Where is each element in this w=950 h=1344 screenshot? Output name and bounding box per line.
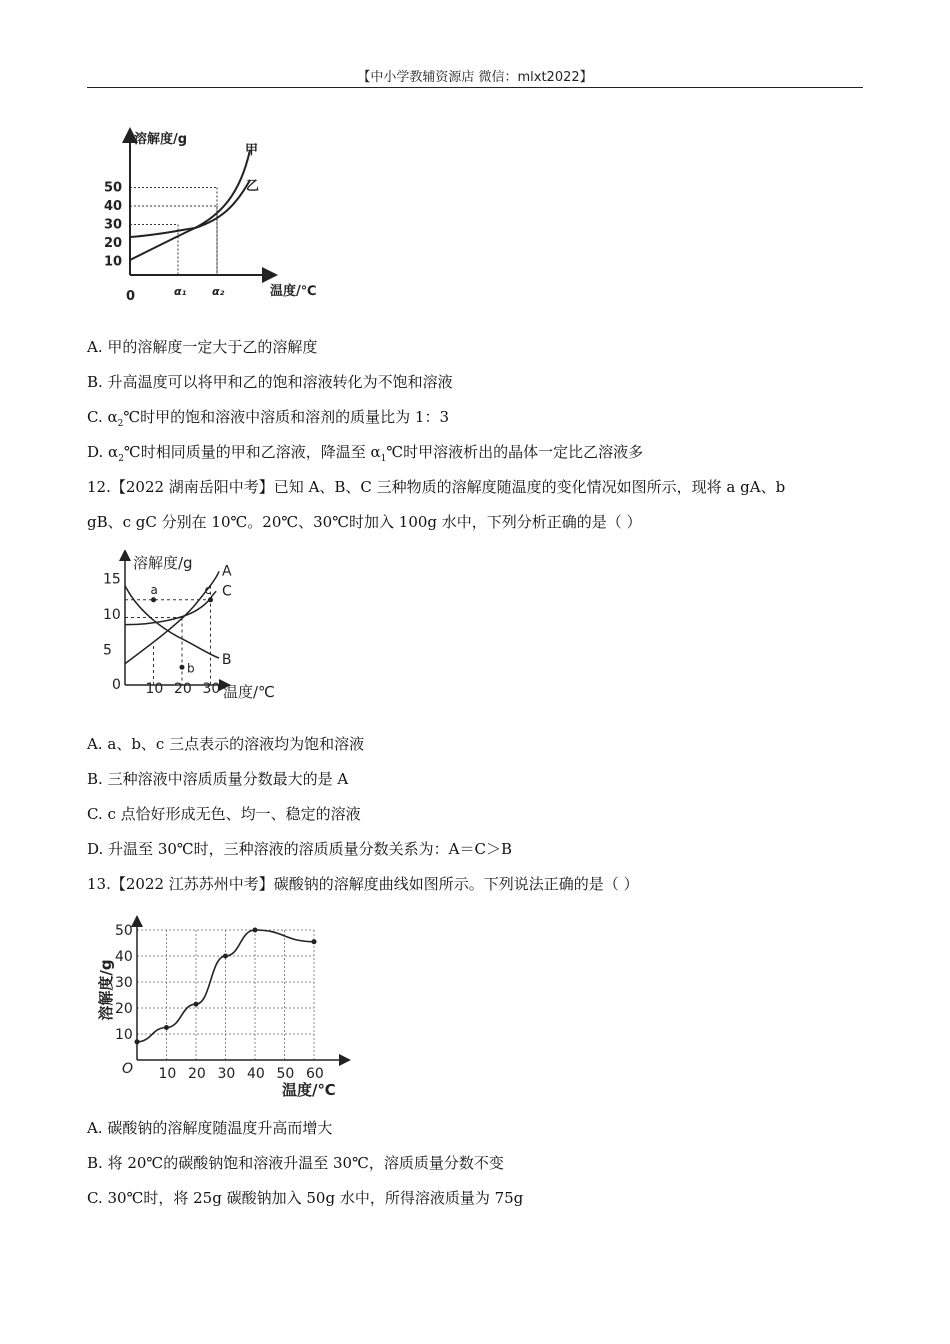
q13-option-a-text: 碳酸钠的溶解度随温度升高而增大 [107,1119,333,1137]
f2-ytick-label: 5 [103,642,112,659]
f3-ytick-label: 40 [115,949,133,965]
f3-data-point [223,954,228,959]
f3-xtick-label: 10 [158,1066,177,1082]
q12-option-c[interactable] [87,804,361,824]
q12-option-d-text: 升温至 30℃时，三种溶液的溶质质量分数关系为：A＝C＞B [108,840,513,858]
q11-option-b[interactable] [87,372,453,392]
f1-ytick-label: 20 [104,236,123,251]
f3-data-point [164,1025,169,1030]
f1-series-jia-label: 甲 [245,143,259,158]
f2-xtick-label: 10 [145,681,164,697]
f2-xtick-label: 30 [202,681,221,697]
q11-option-d-label: D. [87,443,104,461]
f3-data-point [312,939,317,944]
figure3-sodium-carbonate-chart [95,915,355,1105]
q11-option-c-alpha: α [107,408,118,426]
f3-xtick-label: 40 [247,1066,265,1082]
f2-origin: 0 [112,677,121,693]
f3-xlabel: 温度/℃ [282,1081,336,1099]
q11-option-d-mid: ℃时相同质量的甲和乙溶液，降温至 α [123,443,381,461]
f3-data-point [194,1002,199,1007]
q13-option-c-text: 30℃时，将 25g 碳酸钠加入 50g 水中，所得溶液质量为 75g [107,1189,524,1207]
q12-option-c-text: c 点恰好形成无色、均一、稳定的溶液 [107,805,361,823]
q13-option-b-label: B. [87,1154,103,1172]
q11-option-c[interactable] [87,407,449,434]
q13-option-b-text: 将 20℃的碳酸钠饱和溶液升温至 30℃，溶质质量分数不变 [107,1154,504,1172]
f2-xlabel: 温度/℃ [223,683,275,701]
q11-option-c-label: C. [87,408,103,426]
page-header: 【中小学教辅资源店 微信：mlxt2022】 [357,70,593,85]
f2-point-label: b [187,661,195,676]
q12-stem-line2: gB、c gC 分别在 10℃。20℃、30℃时加入 100g 水中，下列分析正确的是（ ） [87,513,642,531]
f3-xtick-label: 60 [306,1066,324,1082]
f1-xtick-a1: α₁ [174,285,187,298]
q12-option-c-label: C. [87,805,103,823]
f3-xtick-label: 30 [217,1066,236,1082]
q13-option-a[interactable] [87,1118,332,1138]
f3-xtick-label: 50 [276,1066,295,1082]
header-divider [87,87,863,88]
f3-ytick-label: 50 [115,923,133,939]
q12-option-a[interactable] [87,734,364,754]
q12-option-b-label: B. [87,770,103,788]
q12-option-a-label: A. [87,735,103,753]
f1-ytick-label: 10 [104,254,123,270]
q12-option-d[interactable] [87,839,512,859]
q11-option-b-label: B. [87,373,103,391]
f3-data-point [253,928,258,933]
q11-option-a[interactable] [87,337,317,357]
q11-option-d[interactable] [87,442,643,469]
f2-series-label: C [222,583,232,600]
f3-ytick-label: 20 [115,1001,133,1017]
q11-option-d-sub2: 1 [380,454,387,464]
f1-ytick-label: 40 [104,199,123,214]
f3-xtick-label: 20 [188,1066,206,1082]
q11-option-a-text: 甲的溶解度一定大于乙的溶解度 [107,338,318,356]
f1-series-yi-label: 乙 [246,179,260,194]
f3-ytick-label: 10 [115,1027,133,1043]
q13-option-a-label: A. [87,1119,103,1137]
f2-xtick-label: 20 [174,681,192,697]
f2-series-label: A [222,563,232,580]
f2-point-c [208,597,213,602]
f1-ytick-label: 30 [104,217,123,233]
q12-option-d-label: D. [87,840,104,858]
f1-ylabel: 溶解度/g [134,132,188,147]
q13-stem: 13.【2022 江苏苏州中考】碳酸钠的溶解度曲线如图所示。下列说法正确的是（ ） [87,875,639,893]
f2-point-label: a [150,582,158,597]
f1-xlabel: 温度/℃ [270,284,317,299]
q12-option-b[interactable] [87,769,348,789]
f3-origin: O [122,1061,134,1077]
f1-origin: 0 [126,289,136,304]
figure1-solubility-chart [100,125,320,310]
f2-ylabel: 溶解度/g [133,554,193,572]
q12-option-b-text: 三种溶液中溶质质量分数最大的是 A [107,770,349,788]
f3-ytick-label: 30 [115,975,133,991]
q11-option-a-label: A. [87,338,103,356]
q11-option-c-text: ℃时甲的饱和溶液中溶质和溶剂的质量比为 1：3 [123,408,450,426]
q11-option-d-sub: 2 [118,454,124,464]
q13-option-b[interactable] [87,1153,504,1173]
f2-point-b [180,665,185,670]
f2-series-label: B [221,652,232,669]
q11-option-c-sub: 2 [117,419,124,429]
f1-xtick-a2: α₂ [212,285,225,298]
f2-ytick-label: 10 [103,607,121,623]
f2-ytick-label: 15 [103,571,121,588]
f1-series-yi-line [130,180,250,237]
q11-option-b-text: 升高温度可以将甲和乙的饱和溶液转化为不饱和溶液 [107,373,453,391]
q11-option-d-text: ℃时甲溶液析出的晶体一定比乙溶液多 [386,443,644,461]
figure2-solubility-chart [95,550,295,710]
q13-option-c-label: C. [87,1189,103,1207]
f3-ylabel: 溶解度/g [97,959,115,1021]
q12-option-a-text: a、b、c 三点表示的溶液均为饱和溶液 [107,735,365,753]
f2-point-label: c [204,582,212,597]
f2-point-a [151,597,156,602]
f1-ytick-label: 50 [104,180,123,196]
q13-option-c[interactable] [87,1188,523,1208]
q11-option-d-alpha: α [108,443,119,461]
q12-stem-line1: 12.【2022 湖南岳阳中考】已知 A、B、C 三种物质的溶解度随温度的变化情况如图所示，现将 a gA、b [87,478,786,496]
